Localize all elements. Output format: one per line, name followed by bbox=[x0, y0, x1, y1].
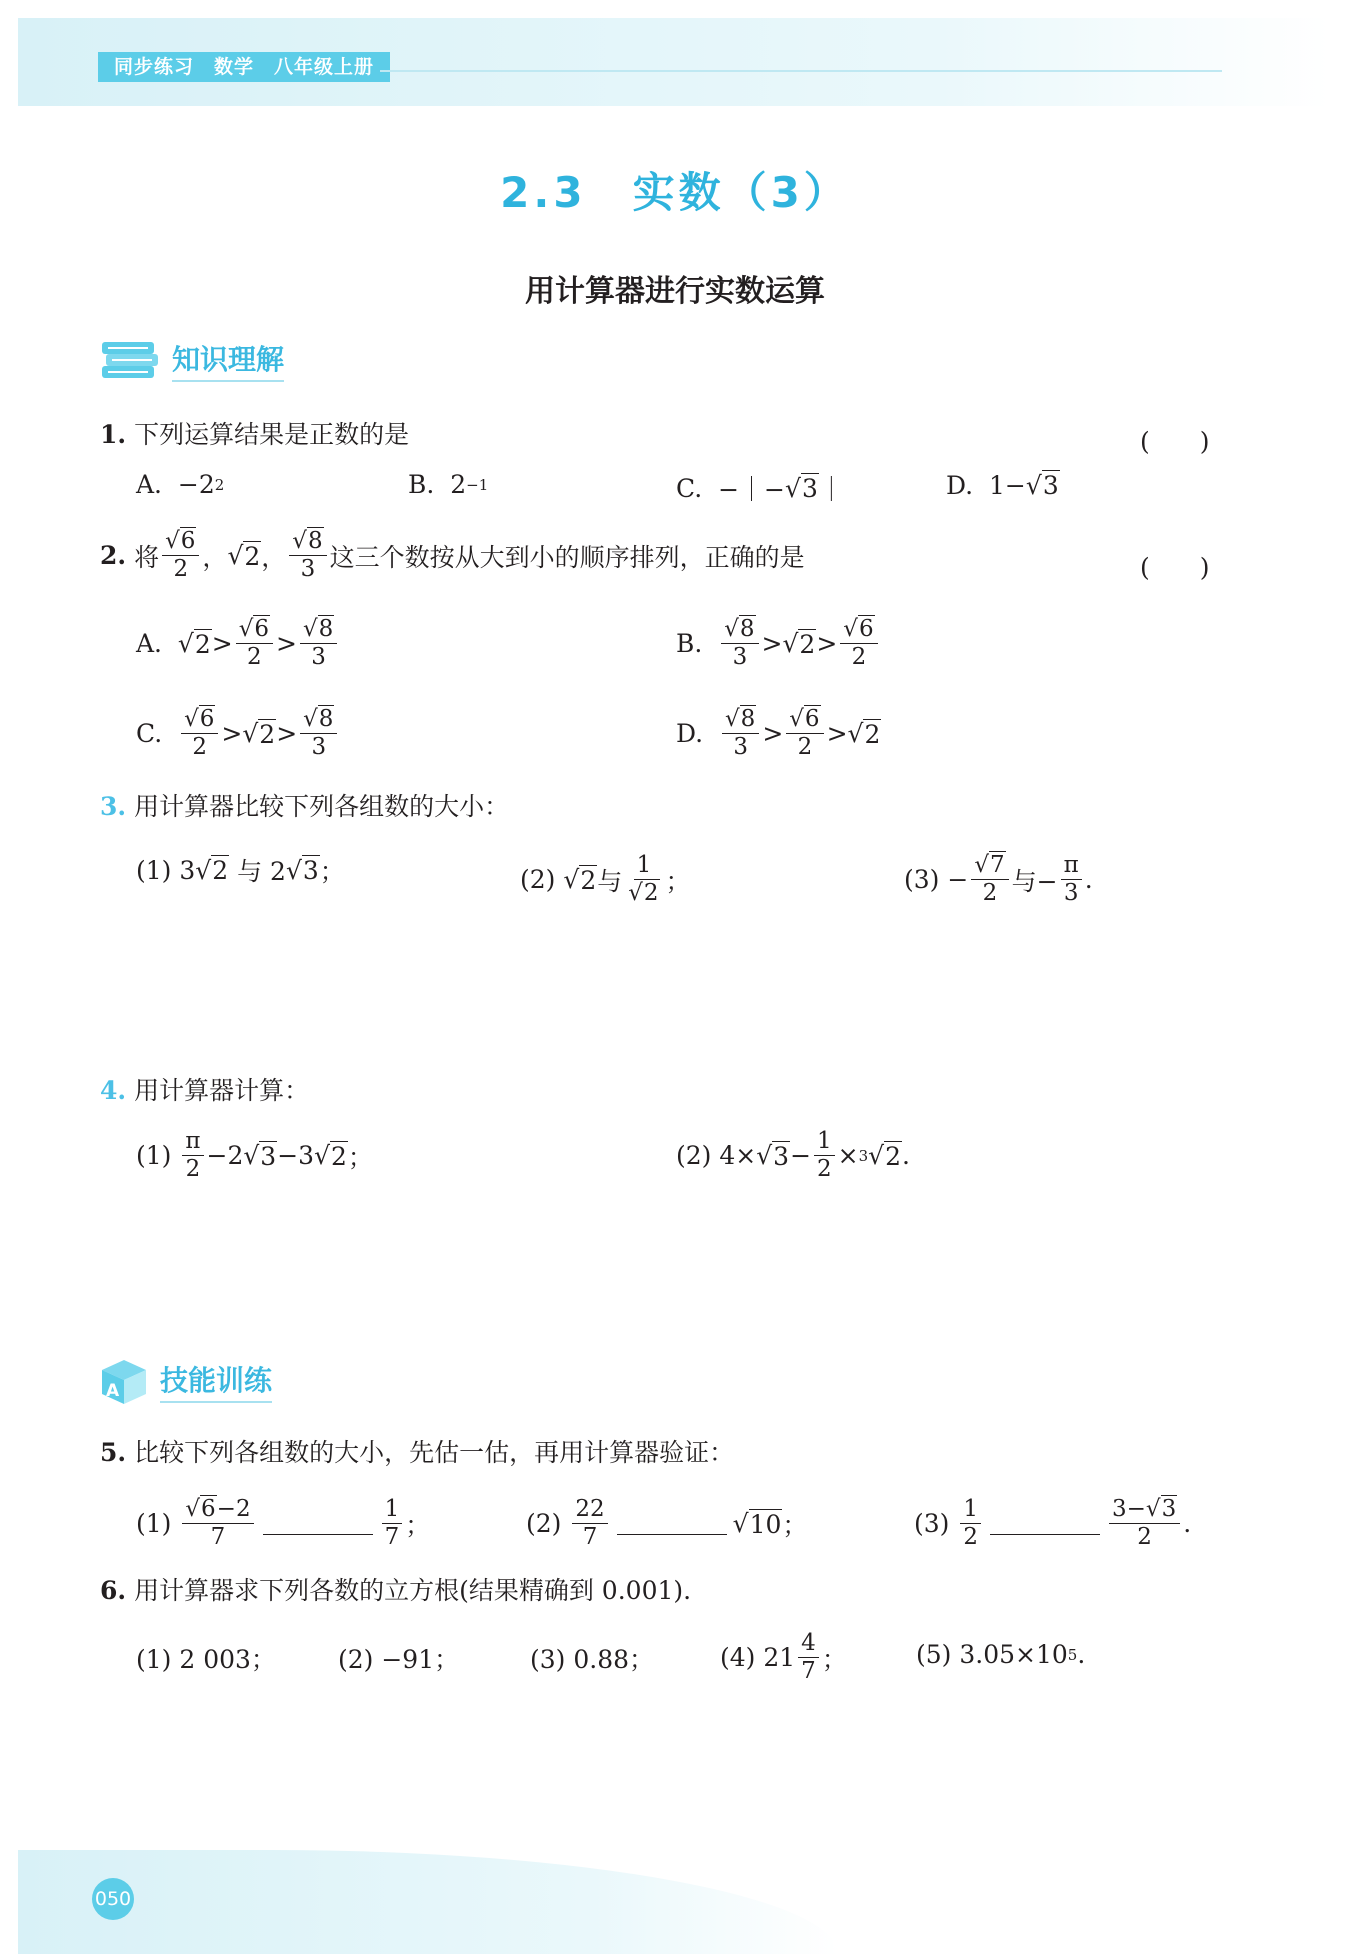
q3-part-1: (1) 3 √ 2 与 2 √ 3 ； bbox=[136, 855, 345, 886]
answer-bracket-1: ( ) bbox=[1140, 427, 1210, 456]
answer-bracket-2: ( ) bbox=[1140, 553, 1210, 582]
page-number: 050 bbox=[92, 1878, 134, 1920]
question-5: 5. 比较下列各组数的大小，先估一估，再用计算器验证： bbox=[100, 1438, 735, 1467]
question-2: 2. 将 $\frac{√6}{2}$ ， √ 2 ， $\frac{√8}{3}$ 这三个数按从大到小的顺序排列，正确的是 bbox=[100, 528, 805, 582]
q6-part-1: (1) 2 003； bbox=[136, 1645, 276, 1674]
answer-blank[interactable] bbox=[990, 1512, 1100, 1535]
question-1: 1. 下列运算结果是正数的是 bbox=[100, 420, 410, 449]
q2-option-b: B. $\frac{√8}{3}$ > √ 2 > $\frac{√6}{2}$ bbox=[676, 616, 881, 671]
header-tag: 同步练习 数学 八年级上册 bbox=[98, 52, 390, 82]
footer-band bbox=[18, 1850, 838, 1954]
q6-part-3: (3) 0.88； bbox=[530, 1645, 655, 1674]
q6-part-5: (5) 3.05×10 5 . bbox=[916, 1640, 1086, 1669]
q4-part-2: (2) 4× √ 3 − $\frac{1}{2}$ × 3 √ 2 . bbox=[676, 1128, 910, 1182]
question-4: 4. 用计算器计算： bbox=[100, 1076, 310, 1105]
section-label-skills: 技能训练 bbox=[160, 1359, 272, 1403]
q5-part-1: (1) $\frac{√6-2}{7}$ $\frac{1}{7}$ ； bbox=[136, 1496, 431, 1550]
section-label-knowledge: 知识理解 bbox=[172, 338, 284, 382]
header-rule bbox=[380, 70, 1222, 72]
q2-option-a: A. √ 2 > $\frac{√6}{2}$ > $\frac{√8}{3}$ bbox=[136, 616, 340, 671]
page-subtitle: 用计算器进行实数运算 bbox=[525, 274, 825, 309]
q6-part-2: (2) −91； bbox=[338, 1645, 460, 1674]
q1-option-a: A. −2 2 bbox=[136, 470, 225, 499]
answer-blank[interactable] bbox=[263, 1512, 373, 1535]
q1-option-d: D. 1− √ 3 bbox=[946, 470, 1059, 500]
question-3: 3. 用计算器比较下列各组数的大小： bbox=[100, 792, 510, 821]
q6-part-4: (4) 21 $\frac{4}{7}$ ； bbox=[720, 1630, 847, 1684]
q3-part-2: (2) √ 2 与 $\frac{1}{√2}$ ； bbox=[520, 852, 691, 906]
svg-text:A: A bbox=[106, 1381, 120, 1401]
answer-blank[interactable] bbox=[617, 1512, 727, 1535]
q1-option-b: B. 2 −1 bbox=[408, 470, 489, 499]
page-title: 2.3 实数（3） bbox=[500, 168, 850, 217]
q1-option-c: C. −｜− √ 3 ｜ bbox=[676, 473, 844, 504]
abc-block-icon bbox=[96, 1356, 150, 1406]
section-knowledge bbox=[98, 336, 284, 384]
q5-part-2: (2) $\frac{22}{7}$ √ 10 ； bbox=[526, 1496, 808, 1550]
q3-part-3: (3) − $\frac{√7}{2}$ 与− $\frac{\pi}{3}$ . bbox=[904, 852, 1093, 906]
section-skills bbox=[96, 1356, 272, 1406]
q2-option-d: D. $\frac{√8}{3}$ > $\frac{√6}{2}$ > √ 2 bbox=[676, 706, 881, 760]
question-6: 6. 用计算器求下列各数的立方根(结果精确到 0.001). bbox=[100, 1576, 692, 1605]
books-icon bbox=[98, 336, 162, 384]
q2-option-c: C. $\frac{√6}{2}$ > √ 2 > $\frac{√8}{3}$ bbox=[136, 706, 340, 761]
q4-part-1: (1) $\frac{\pi}{2}$ −2 √ 3 −3 √ 2 ； bbox=[136, 1128, 373, 1182]
q5-part-3: (3) $\frac{1}{2}$ $\frac{3-√3}{2}$ . bbox=[914, 1496, 1192, 1550]
